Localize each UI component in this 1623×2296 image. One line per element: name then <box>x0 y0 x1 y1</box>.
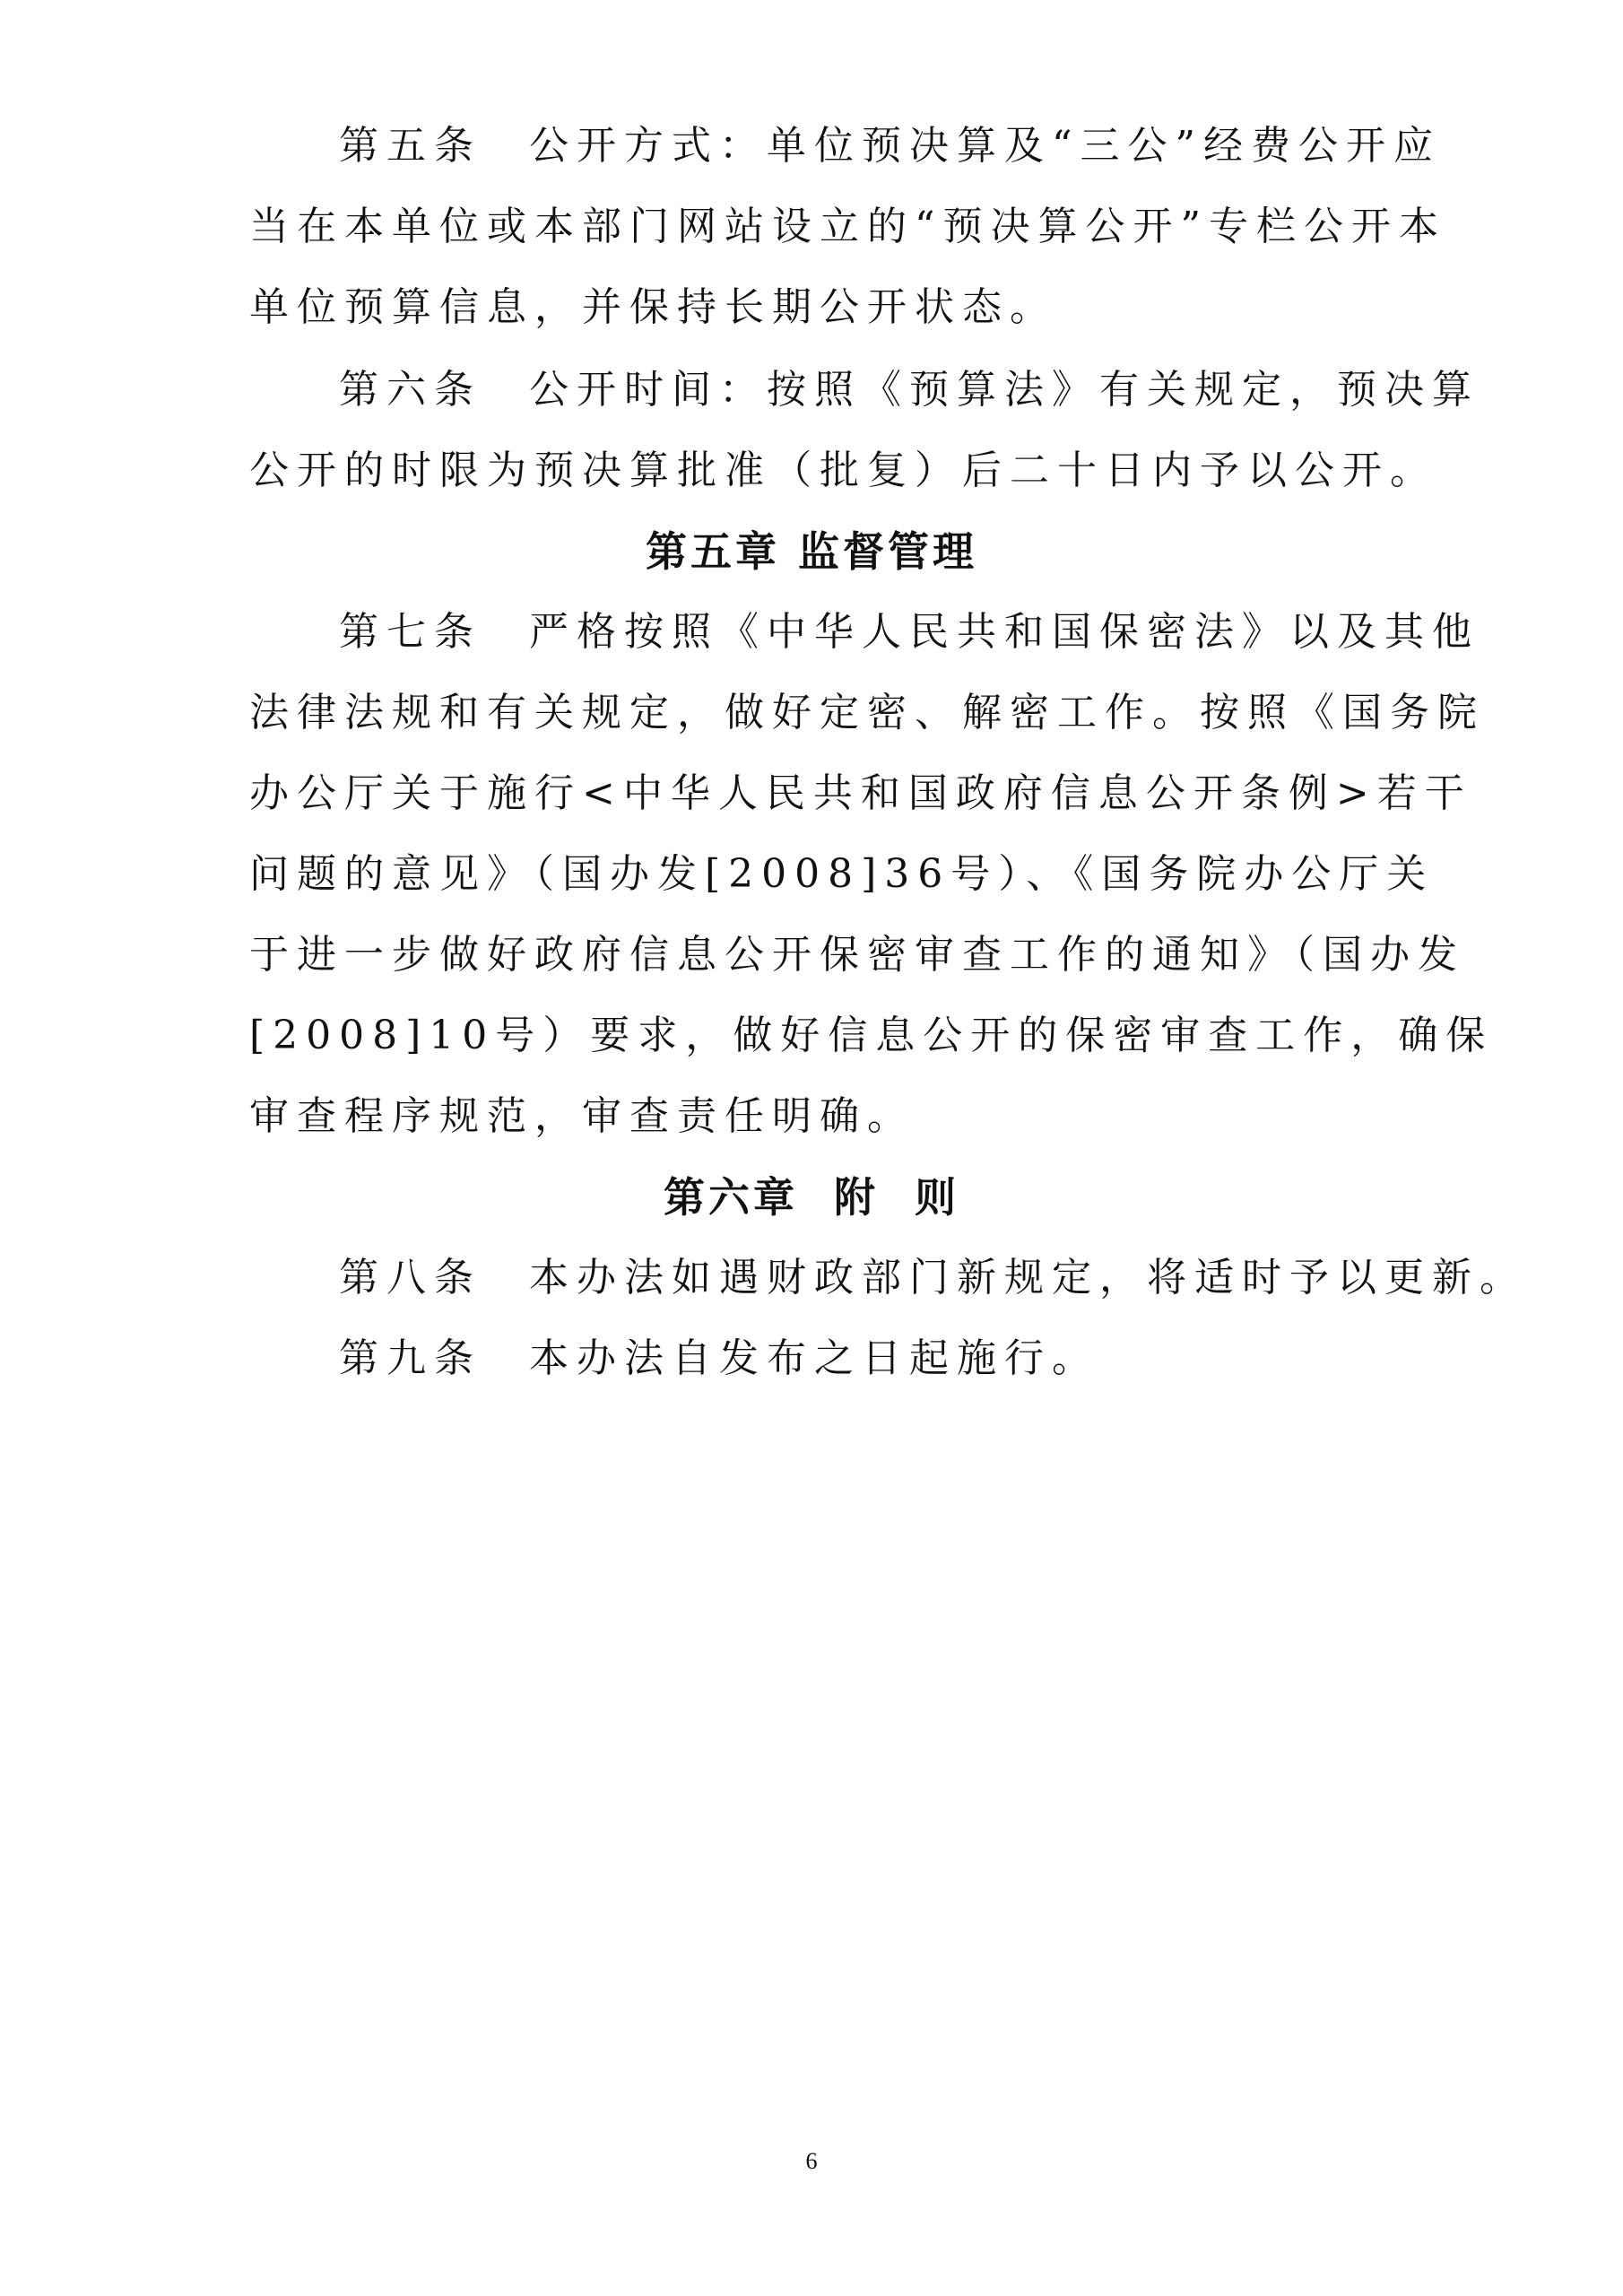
chapter-5-heading: 第五章 监督管理 <box>645 527 977 576</box>
chapter-6-heading: 第六章 附 则 <box>663 1173 960 1222</box>
article-7-line-4: 问题的意见》（国办发[2008]36号）、《国务院办公厅关 <box>249 851 1435 897</box>
article-7-line-5: 于进一步做好政府信息公开保密审查工作的通知》（国办发 <box>249 932 1465 978</box>
article-5-line-3: 单位预算信息，并保持长期公开状态。 <box>249 284 1057 330</box>
article-8: 第八条 本办法如遇财政部门新规定，将适时予以更新。 <box>339 1255 1527 1300</box>
article-6-line-2: 公开的时限为预决算批准（批复）后二十日内予以公开。 <box>249 448 1437 493</box>
article-7-line-6: [2008]10号）要求，做好信息公开的保密审查工作，确保 <box>249 1013 1494 1058</box>
article-7-line-1: 第七条 严格按照《中华人民共和国保密法》以及其他 <box>339 609 1480 655</box>
article-6-line-1: 第六条 公开时间：按照《预算法》有关规定，预决算 <box>339 367 1480 413</box>
page-number: 6 <box>805 2148 818 2174</box>
article-5-line-2: 当在本单位或本部门网站设立的“预决算公开”专栏公开本 <box>249 204 1446 249</box>
article-7-line-2: 法律法规和有关规定，做好定密、解密工作。按照《国务院 <box>249 690 1485 735</box>
article-7-line-3: 办公厅关于施行<中华人民共和国政府信息公开条例>若干 <box>249 770 1472 816</box>
article-9: 第九条 本办法自发布之日起施行。 <box>339 1335 1099 1381</box>
article-5-line-1: 第五条 公开方式：单位预决算及“三公”经费公开应 <box>339 123 1441 169</box>
article-7-line-7: 审查程序规范，审查责任明确。 <box>249 1093 915 1139</box>
